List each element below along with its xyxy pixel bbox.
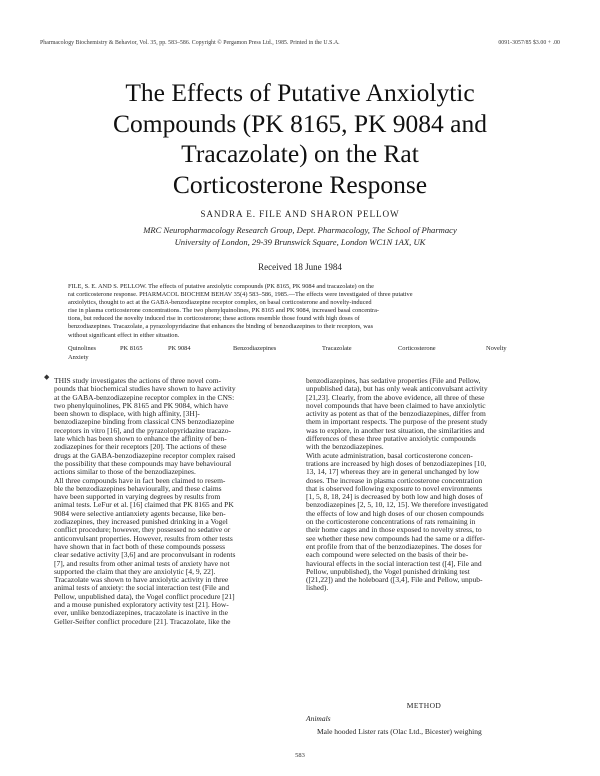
- body-line: differences of these three putative anxiolytic compounds: [306, 435, 476, 444]
- keywords: [68, 345, 538, 365]
- body-line: Pellow, unpublished), the Vogel punished drinking test: [306, 567, 470, 576]
- body-line: ble the benzodiazepines behaviourally, and these claims: [54, 484, 222, 493]
- body-line: ent profile from that of the benzodiazepines. The doses for: [306, 542, 482, 551]
- article-title: [60, 78, 540, 200]
- body-line: 13, 14, 17] whereas they are in general unchanged by low: [306, 468, 480, 477]
- body-line: conflict procedure; however, they possessed no sedative or: [54, 526, 231, 535]
- body-line: with the benzodiazepines.: [306, 443, 384, 452]
- body-line: Pellow, unpublished data), the Vogel conflict procedure [21]: [54, 592, 235, 601]
- affiliation-line: University of London, 29-39 Brunswick Square, London WC1N 1AX, UK: [174, 236, 426, 247]
- body-line: lished).: [306, 584, 329, 593]
- body-line: at the GABA-benzodiazepine receptor complex in the CNS:: [54, 393, 235, 402]
- keyword: Corticosterone: [398, 345, 436, 352]
- body-line: their home cages and in those exposed to novelty stress, to: [306, 526, 482, 535]
- title-line: Tracazolate) on the Rat: [181, 139, 419, 169]
- abstract-line: benzodiazepines. Tracazolate, a pyrazolopyridazine that enhances the binding of benzodiazepines to their receptors, was: [68, 323, 374, 331]
- body-line: benzodiazepines, has sedative properties (File and Pellow,: [306, 377, 481, 385]
- body-line: each compound were selected on the basis of their be-: [306, 551, 469, 560]
- margin-mark: ◆: [44, 373, 50, 381]
- body-line: doses. The increase in plasma corticosterone concentration: [306, 476, 483, 485]
- abstract: [68, 283, 533, 340]
- body-line: trations are increased by high doses of benzodiazepines [10,: [306, 459, 487, 468]
- body-line: unpublished data), but has only weak anticonvulsant activity: [306, 385, 488, 394]
- body-line: anticonvulsant properties. However, results from other tests: [54, 534, 233, 543]
- body-line: Tracazolate was shown to have anxiolytic activity in three: [54, 576, 229, 585]
- body-line: have shown that in fact both of these compounds possess: [54, 542, 226, 551]
- abstract-line: rat corticosterone response. PHARMACOL BIOCHEM BEHAV 35(4) 583–586, 1985.—The effects were investigated of three putative: [68, 291, 413, 299]
- running-header: [40, 40, 560, 52]
- body-line: pounds that biochemical studies have shown to have activity: [54, 385, 236, 394]
- keyword: PK 9084: [168, 345, 191, 352]
- body-left-column: [54, 377, 284, 626]
- body-line: drugs at the GABA-benzodiazepine receptor complex raised: [54, 451, 236, 460]
- body-line: With acute administration, basal corticosterone concen-: [306, 451, 473, 460]
- body-line: novel compounds that have been claimed to have anxiolytic: [306, 401, 486, 410]
- title-line: The Effects of Putative Anxiolytic: [125, 78, 475, 107]
- abstract-line: tions, but reduced the novelty induced rise in corticosterone; these actions resemble those found with high doses of: [68, 315, 360, 323]
- title-line: Corticosterone Response: [172, 169, 428, 199]
- body-line: was to explore, in another test situation, the similarities and: [306, 426, 485, 435]
- body-line: that is observed following exposure to novel environments: [306, 484, 483, 493]
- body-line: zodiazepines for their receptors [20]. The actions of these: [54, 443, 227, 452]
- abstract-line: rise in plasma corticosterone concentrations. The two phenylquinolines, PK 8165 and PK 9084, increased basal concentra-: [68, 307, 379, 315]
- body-line: see whether these new compounds had the same or a differ-: [306, 534, 485, 543]
- body-line: supported the claim that they are anxiolytic [4, 9, 22].: [54, 567, 216, 576]
- journal-citation: Pharmacology Biochemistry & Behavior, Vol. 35, pp. 583–586. Copyright © Pergamon Press Ltd., 1985. Printed in the U.S.A.: [40, 40, 340, 46]
- body-line: zodiazepines, they increased punished drinking in a Vogel: [54, 518, 228, 527]
- body-line: havioural effects in the social interaction test ([4], File and: [306, 559, 482, 568]
- body-line: Male hooded Lister rats (Olac Ltd., Bicester) weighing: [317, 727, 482, 736]
- body-line: Geller-Seifter conflict procedure [21]. Tracazolate, like the: [54, 617, 231, 626]
- body-line: 9084 were selective antianxiety agents because, like ben-: [54, 509, 226, 518]
- body-line: have been supported in varying degrees by results from: [54, 493, 221, 502]
- body-line: been shown to displace, with high affinity, [3H]-: [54, 410, 200, 419]
- keyword: Anxiety: [68, 354, 89, 361]
- body-line: All three compounds have in fact been claimed to resem-: [54, 476, 226, 485]
- section-heading: METHOD: [406, 701, 442, 710]
- body-line: late which has been shown to enhance the affinity of ben-: [54, 435, 227, 444]
- body-line: [1, 5, 8, 18, 24] is decreased by both low and high doses of: [306, 493, 483, 502]
- body-line: animal tests of anxiety: the social interaction test (File and: [54, 584, 230, 593]
- body-line: two phenylquinolines, PK 8165 and PK 9084, which have: [54, 401, 229, 410]
- affiliation-line: MRC Neuropharmacology Research Group, Dept. Pharmacology, The School of Pharmacy: [143, 225, 457, 235]
- page-number: 583: [295, 752, 305, 759]
- subsection-heading: Animals: [306, 714, 331, 723]
- body-line: on the corticosterone concentrations of rats remaining in: [306, 518, 476, 527]
- keyword: Quinolines: [68, 345, 97, 352]
- keyword: Novelty: [486, 345, 507, 352]
- body-line: them in important respects. The purpose of the present study: [306, 418, 488, 427]
- abstract-line: without significant effect in either situation.: [68, 331, 180, 339]
- body-line: the possibility that these compounds may have behavioural: [54, 459, 232, 468]
- keyword: PK 8165: [120, 345, 143, 352]
- body-line: activity as potent as that of the benzodiazepines, differ from: [306, 410, 486, 419]
- received-date: Received 18 June 1984: [258, 262, 342, 272]
- body-line: actions similar to those of the benzodiazepines.: [54, 468, 196, 477]
- abstract-line: anxiolytics, thought to act at the GABA-benzodiazepine receptor complex, on basal corticosterone and novelty-induced: [68, 299, 372, 307]
- title-line: Compounds (PK 8165, PK 9084 and: [112, 108, 488, 138]
- body-line: animal tests. LeFur et al. [16] claimed that PK 8165 and PK: [54, 501, 234, 510]
- body-line: benzodiazepines [2, 5, 10, 12, 15]. We therefore investigated: [306, 501, 488, 510]
- body-line: the effects of low and high doses of our chosen compounds: [306, 509, 484, 518]
- issn-code: 0091-3057/85 $3.00 + .00: [498, 40, 560, 46]
- body-line: receptors in vitro [16], and the pyrazolopyridazine tracazo-: [54, 426, 232, 435]
- body-line: ([21,22]) and the holeboard ([3,4], File and Pellow, unpub-: [306, 576, 483, 585]
- abstract-line: FILE, S. E. AND S. PELLOW. The effects of putative anxiolytic compounds (PK 8165, PK 9084 and tracazolate) on the: [68, 283, 374, 290]
- body-line: clear sedative activity [3,6] and are proconvulsant in rodents: [54, 551, 236, 560]
- body-line: [21,23]. Clearly, from the above evidence, all three of these: [306, 393, 485, 402]
- body-line: benzodiazepine binding from classical CNS benzodiazepine: [54, 418, 235, 427]
- keyword: Benzodiazepines: [233, 345, 277, 352]
- body-line: ever, unlike benzodiazepines, tracazolate is inactive in the: [54, 609, 228, 618]
- affiliation: [40, 225, 560, 248]
- author-list: SANDRA E. FILE AND SHARON PELLOW: [200, 209, 400, 219]
- keyword: Tracazolate: [322, 345, 352, 352]
- body-right-column: [306, 377, 542, 593]
- body-line: and a mouse punished exploratory activity test [21]. How-: [54, 601, 229, 610]
- body-line: THIS study investigates the actions of three novel com-: [54, 377, 222, 385]
- body-line: [7], and results from other animal tests of anxiety have not: [54, 559, 230, 568]
